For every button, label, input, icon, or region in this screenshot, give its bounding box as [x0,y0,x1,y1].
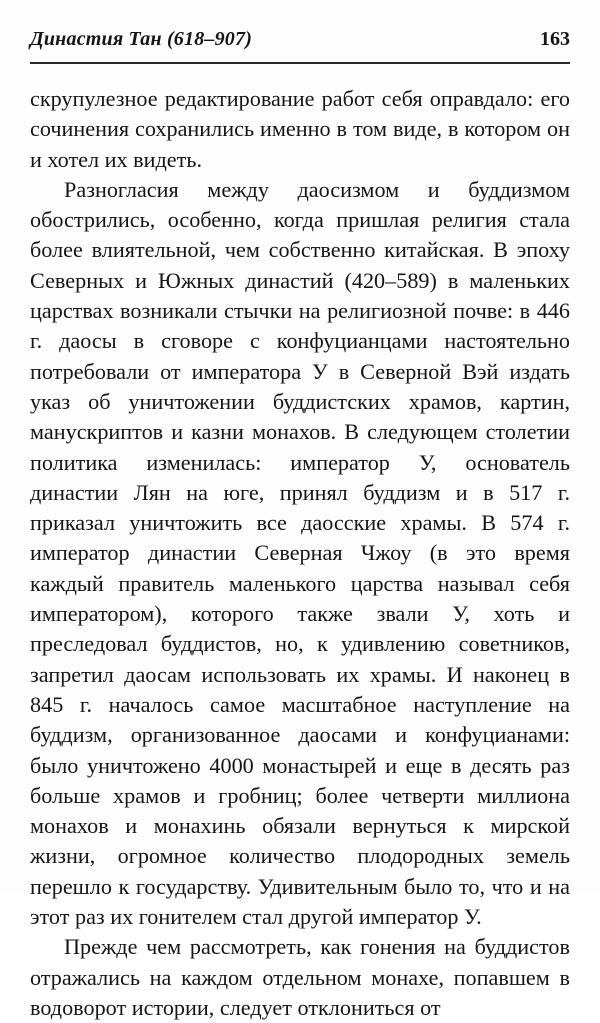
running-head [30,28,570,58]
paragraph-religious-conflicts: Разногласия между даосизмом и буддизмом обострились, особенно, когда пришлая религия стала более влиятельной, чем собственно китайская. В эпоху Северных и Южных династий (420–589) в маленьких царствах возникали стычки на религиозной почве: в 446 г. даосы в сговоре с конфуцианцами настоятельно потребовали от императора У в Северной Вэй издать указ об уничтожении буддистских храмов, картин, манускриптов и казни монахов. В следующем столетии политика изменилась: император У, основатель династии Лян на юге, принял буддизм и в 517 г. приказал уничтожить все даосские храмы. В 574 г. император династии Северная Чжоу (в это время каждый правитель маленького царства называл себя императором), которого также звали У, хоть и преследовал буддистов, но, к удивлению советников, запретил даосам использовать их храмы. И наконец в 845 г. началось самое масштабное наступление на буддизм, организованное даосами и конфуцианами: было уничтожено 4000 монастырей и еще в десять раз больше храмов и гробниц; более четверти миллиона монахов и монахинь обязали вернуться к мирской жизни, огромное количество плодородных земель перешло к государству. Удивительным было то, что и на этот раз их гонителем стал другой император У. [30,176,570,930]
paragraph-continuation: скрупулезное редактирование работ себя оправдало: его сочинения сохранились именно в том виде, в котором он и хотел их видеть. [30,86,570,172]
body-text [30,84,570,1023]
paragraph-persecution-intro: Прежде чем рассмотреть, как гонения на буддистов отражались на каждом отдельном монахе, попавшем в водоворот истории, следует отклониться от [30,934,570,1020]
header-rule [30,62,570,64]
page-number: 163 [540,28,570,50]
running-title: Династия Тан (618–907) [30,28,253,50]
